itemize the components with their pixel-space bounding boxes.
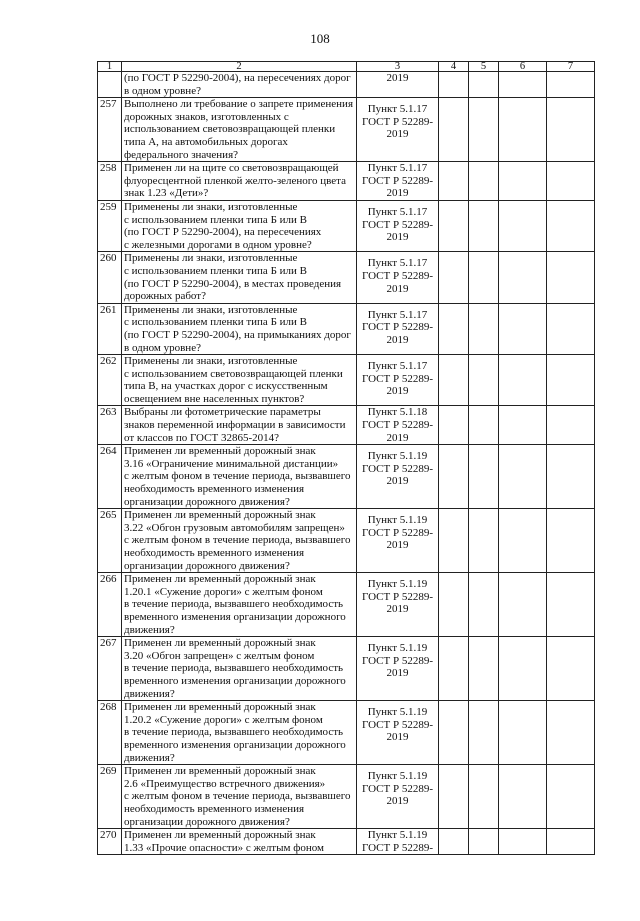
question-cell: [122, 701, 357, 765]
reference-text: [359, 72, 436, 85]
empty-cell-col-4: [439, 765, 469, 829]
empty-cell-col-6: [499, 252, 547, 303]
empty-cell-col-7: [547, 765, 595, 829]
table-row: [98, 303, 595, 354]
question-line: типа В, на участках дорог с искусственным: [124, 380, 328, 393]
empty-cell-col-4: [439, 701, 469, 765]
column-header: 4: [439, 62, 469, 72]
reference-line: ГОСТ Р 52289-: [361, 590, 433, 603]
question-line: флуоресцентной пленкой желто-зеленого цвета: [124, 174, 347, 187]
question-line: движения?: [124, 751, 175, 764]
question-line: Применены ли знаки, изготовленные: [124, 303, 298, 316]
empty-cell-col-4: [439, 406, 469, 445]
reference-line: 2019: [386, 731, 409, 744]
column-header: 7: [547, 62, 595, 72]
question-line: Выполнено ли требование о запрете применения: [124, 98, 354, 111]
reference-line: ГОСТ Р 52289-: [361, 218, 433, 231]
question-line: Выбраны ли фотометрические параметры: [124, 406, 321, 419]
question-line: в течение периода, вызвавшего необходимость: [124, 662, 344, 675]
empty-cell-col-5: [469, 829, 499, 855]
question-line: 1.33 «Прочие опасности» с желтым фоном: [124, 841, 324, 854]
question-line: знаков переменной информации в зависимости: [124, 419, 346, 432]
empty-cell-col-7: [547, 98, 595, 162]
table-row: [98, 637, 595, 701]
empty-cell-col-6: [499, 573, 547, 637]
table-row: [98, 701, 595, 765]
checklist-table: [97, 61, 595, 855]
reference-text: [359, 252, 436, 295]
question-line: Применен ли временный дорожный знак: [124, 765, 316, 778]
question-line: (по ГОСТ Р 52290-2004), на примыканиях дорог: [124, 328, 351, 341]
question-line: в течение периода, вызвавшего необходимость: [124, 598, 344, 611]
empty-cell-col-4: [439, 200, 469, 251]
question-line: знак 1.23 «Дети»?: [124, 187, 209, 200]
table-row: [98, 573, 595, 637]
empty-cell-col-6: [499, 355, 547, 406]
row-number: 264: [98, 445, 122, 509]
reference-line: 2019: [386, 795, 409, 808]
row-number: 263: [98, 406, 122, 445]
question-cell: [122, 406, 357, 445]
empty-cell-col-4: [439, 98, 469, 162]
empty-cell-col-6: [499, 765, 547, 829]
question-line: использованием световозвращающей пленки: [124, 123, 336, 136]
row-number: 270: [98, 829, 122, 855]
question-cell: [122, 98, 357, 162]
empty-cell-col-7: [547, 573, 595, 637]
question-cell: [122, 303, 357, 354]
question-line: движения?: [124, 687, 175, 700]
empty-cell-col-5: [469, 200, 499, 251]
row-number: 260: [98, 252, 122, 303]
empty-cell-col-6: [499, 98, 547, 162]
reference-cell: [357, 162, 439, 201]
reference-line: Пункт 5.1.19: [367, 829, 428, 842]
reference-line: Пункт 5.1.17: [367, 360, 428, 373]
reference-text: [359, 201, 436, 244]
table-row: [98, 200, 595, 251]
empty-cell-col-7: [547, 637, 595, 701]
question-line: с использованием пленки типа Б или В: [124, 213, 307, 226]
empty-cell-col-6: [499, 509, 547, 573]
empty-cell-col-7: [547, 162, 595, 201]
reference-line: 2019: [386, 282, 409, 295]
empty-cell-col-5: [469, 701, 499, 765]
question-line: дорожных работ?: [124, 290, 206, 303]
empty-cell-col-4: [439, 509, 469, 573]
reference-cell: [357, 406, 439, 445]
column-header: 1: [98, 62, 122, 72]
question-line: Применен ли временный дорожный знак: [124, 509, 316, 522]
empty-cell-col-6: [499, 200, 547, 251]
reference-text: [359, 637, 436, 680]
question-line: (по ГОСТ Р 52290-2004), на пересечениях дорог: [124, 72, 351, 84]
reference-cell: [357, 98, 439, 162]
reference-line: 2019: [386, 187, 409, 200]
empty-cell-col-5: [469, 637, 499, 701]
reference-line: 2019: [386, 539, 409, 552]
question-line: 2.6 «Преимущество встречного движения»: [124, 777, 326, 790]
question-line: Применены ли знаки, изготовленные: [124, 200, 298, 213]
question-line: с желтым фоном в течение периода, вызвавшего: [124, 470, 351, 483]
question-cell: [122, 252, 357, 303]
question-line: в одном уровне?: [124, 341, 201, 354]
empty-cell-col-4: [439, 355, 469, 406]
reference-line: Пункт 5.1.18: [367, 406, 428, 419]
page-number: 108: [310, 31, 330, 46]
table-row: [98, 509, 595, 573]
reference-cell: [357, 445, 439, 509]
table-row: [98, 252, 595, 303]
table-row: [98, 829, 595, 855]
empty-cell-col-5: [469, 355, 499, 406]
row-number: 266: [98, 573, 122, 637]
question-line: 3.20 «Обгон запрещен» с желтым фоном: [124, 649, 315, 662]
reference-line: 2019: [386, 603, 409, 616]
reference-line: 2019: [386, 231, 409, 244]
empty-cell-col-4: [439, 72, 469, 98]
empty-cell-col-4: [439, 637, 469, 701]
reference-text: [359, 829, 436, 854]
reference-line: ГОСТ Р 52289-: [361, 718, 433, 731]
reference-text: [359, 355, 436, 398]
empty-cell-col-4: [439, 252, 469, 303]
question-line: с желтым фоном в течение периода, вызвавшего: [124, 534, 351, 547]
empty-cell-col-6: [499, 829, 547, 855]
reference-text: [359, 162, 436, 200]
column-header: 2: [122, 62, 357, 72]
question-line: федерального значения?: [124, 148, 239, 161]
reference-line: ГОСТ Р 52289-: [361, 526, 433, 539]
question-line: 1.20.2 «Сужение дороги» с желтым фоном: [124, 713, 323, 726]
reference-line: 2019: [386, 333, 409, 346]
row-number: 267: [98, 637, 122, 701]
row-number: 259: [98, 200, 122, 251]
question-line: с использованием пленки типа Б или В: [124, 316, 307, 329]
question-cell: [122, 573, 357, 637]
question-cell: [122, 355, 357, 406]
question-cell: [122, 637, 357, 701]
question-line: в течение периода, вызвавшего необходимость: [124, 726, 344, 739]
question-line: Применен ли на щите со световозвращающей: [124, 162, 339, 175]
empty-cell-col-4: [439, 573, 469, 637]
question-line: организации дорожного движения?: [124, 559, 290, 572]
question-line: (по ГОСТ Р 52290-2004), в местах проведения: [124, 277, 342, 290]
row-number: 258: [98, 162, 122, 201]
question-line: Применены ли знаки, изготовленные: [124, 252, 298, 265]
empty-cell-col-7: [547, 252, 595, 303]
empty-cell-col-7: [547, 445, 595, 509]
row-number: 265: [98, 509, 122, 573]
question-cell: [122, 445, 357, 509]
question-cell: [122, 765, 357, 829]
table-row: [98, 72, 595, 98]
row-number: 268: [98, 701, 122, 765]
row-number: 269: [98, 765, 122, 829]
question-line: типа А, на автомобильных дорогах: [124, 135, 288, 148]
reference-cell: [357, 765, 439, 829]
reference-cell: [357, 252, 439, 303]
reference-line: Пункт 5.1.19: [367, 450, 428, 463]
question-line: необходимость временного изменения: [124, 803, 305, 816]
reference-text: [359, 701, 436, 744]
empty-cell-col-5: [469, 509, 499, 573]
question-line: с использованием световозвращающей пленки: [124, 367, 343, 380]
empty-cell-col-7: [547, 355, 595, 406]
question-line: организации дорожного движения?: [124, 495, 290, 508]
reference-text: [359, 304, 436, 347]
question-line: временного изменения организации дорожного: [124, 739, 346, 752]
question-line: Применен ли временный дорожный знак: [124, 829, 316, 842]
reference-line: Пункт 5.1.17: [367, 257, 428, 270]
question-line: временного изменения организации дорожного: [124, 675, 346, 688]
question-line: Применен ли временный дорожный знак: [124, 573, 316, 586]
reference-line: Пункт 5.1.19: [367, 642, 428, 655]
table-row: [98, 355, 595, 406]
empty-cell-col-6: [499, 637, 547, 701]
question-line: 1.20.1 «Сужение дороги» с желтым фоном: [124, 585, 323, 598]
empty-cell-col-6: [499, 445, 547, 509]
reference-text: [359, 509, 436, 552]
question-line: необходимость временного изменения: [124, 483, 305, 496]
reference-text: [359, 765, 436, 808]
reference-cell: [357, 573, 439, 637]
empty-cell-col-6: [499, 72, 547, 98]
empty-cell-col-6: [499, 303, 547, 354]
reference-line: ГОСТ Р 52289-: [361, 462, 433, 475]
reference-line: ГОСТ Р 52289-: [361, 419, 433, 432]
empty-cell-col-5: [469, 445, 499, 509]
question-line: с железными дорогами в одном уровне?: [124, 238, 312, 251]
question-line: с использованием пленки типа Б или В: [124, 264, 307, 277]
empty-cell-col-5: [469, 303, 499, 354]
column-header: 6: [499, 62, 547, 72]
question-cell: [122, 829, 357, 855]
empty-cell-col-5: [469, 573, 499, 637]
question-cell: [122, 72, 357, 98]
empty-cell-col-6: [499, 701, 547, 765]
question-line: Применен ли временный дорожный знак: [124, 637, 316, 650]
question-line: освещением вне населенных пунктов?: [124, 392, 305, 405]
reference-line: 2019: [386, 475, 409, 488]
question-line: необходимость временного изменения: [124, 547, 305, 560]
question-line: временного изменения организации дорожного: [124, 611, 346, 624]
row-number: 262: [98, 355, 122, 406]
question-cell: [122, 200, 357, 251]
reference-line: ГОСТ Р 52289-: [361, 115, 433, 128]
reference-line: ГОСТ Р 52289-: [361, 321, 433, 334]
empty-cell-col-4: [439, 445, 469, 509]
empty-cell-col-7: [547, 509, 595, 573]
question-line: Применен ли временный дорожный знак: [124, 701, 316, 714]
reference-line: ГОСТ Р 52289-: [361, 782, 433, 795]
empty-cell-col-4: [439, 162, 469, 201]
reference-line: Пункт 5.1.17: [367, 205, 428, 218]
reference-text: [359, 573, 436, 616]
reference-line: ГОСТ Р 52289-: [361, 654, 433, 667]
reference-line: ГОСТ Р 52289-: [361, 841, 433, 854]
empty-cell-col-5: [469, 252, 499, 303]
question-line: (по ГОСТ Р 52290-2004), на пересечениях: [124, 226, 322, 239]
question-line: от классов по ГОСТ 32865-2014?: [124, 431, 279, 444]
reference-cell: [357, 303, 439, 354]
row-number: 261: [98, 303, 122, 354]
reference-line: Пункт 5.1.19: [367, 770, 428, 783]
reference-line: ГОСТ Р 52289-: [361, 174, 433, 187]
reference-line: Пункт 5.1.17: [367, 103, 428, 116]
question-line: в одном уровне?: [124, 84, 201, 97]
reference-line: ГОСТ Р 52289-: [361, 372, 433, 385]
question-cell: [122, 162, 357, 201]
table-row: [98, 765, 595, 829]
reference-cell: [357, 509, 439, 573]
question-line: движения?: [124, 623, 175, 636]
table-row: [98, 98, 595, 162]
empty-cell-col-5: [469, 72, 499, 98]
reference-cell: [357, 701, 439, 765]
empty-cell-col-5: [469, 765, 499, 829]
row-number: [98, 72, 122, 98]
reference-text: [359, 445, 436, 488]
empty-cell-col-7: [547, 829, 595, 855]
reference-line: 2019: [386, 667, 409, 680]
table-body: [98, 62, 595, 855]
question-line: Применен ли временный дорожный знак: [124, 445, 316, 458]
empty-cell-col-5: [469, 98, 499, 162]
empty-cell-col-5: [469, 406, 499, 445]
reference-text: [359, 98, 436, 141]
reference-line: ГОСТ Р 52289-: [361, 269, 433, 282]
reference-line: Пункт 5.1.19: [367, 706, 428, 719]
reference-line: Пункт 5.1.19: [367, 514, 428, 527]
empty-cell-col-4: [439, 303, 469, 354]
question-line: 3.22 «Обгон грузовым автомобилям запрещен»: [124, 521, 345, 534]
reference-line: 2019: [386, 72, 409, 84]
empty-cell-col-7: [547, 303, 595, 354]
question-line: организации дорожного движения?: [124, 815, 290, 828]
empty-cell-col-7: [547, 406, 595, 445]
reference-line: Пункт 5.1.17: [367, 308, 428, 321]
reference-line: 2019: [386, 128, 409, 141]
question-line: с желтым фоном в течение периода, вызвавшего: [124, 790, 351, 803]
question-line: Применены ли знаки, изготовленные: [124, 355, 298, 368]
column-header: 5: [469, 62, 499, 72]
column-header: 3: [357, 62, 439, 72]
header-row: [98, 62, 595, 72]
reference-cell: [357, 355, 439, 406]
table-row: [98, 445, 595, 509]
empty-cell-col-6: [499, 406, 547, 445]
empty-cell-col-7: [547, 72, 595, 98]
question-line: 3.16 «Ограничение минимальной дистанции»: [124, 457, 339, 470]
table-row: [98, 162, 595, 201]
reference-cell: [357, 637, 439, 701]
reference-cell: [357, 829, 439, 855]
empty-cell-col-5: [469, 162, 499, 201]
empty-cell-col-6: [499, 162, 547, 201]
table-row: [98, 406, 595, 445]
reference-cell: [357, 200, 439, 251]
reference-line: Пункт 5.1.19: [367, 578, 428, 591]
empty-cell-col-7: [547, 701, 595, 765]
row-number: 257: [98, 98, 122, 162]
reference-text: [359, 406, 436, 444]
reference-line: 2019: [386, 385, 409, 398]
empty-cell-col-4: [439, 829, 469, 855]
reference-line: 2019: [386, 431, 409, 444]
reference-line: Пункт 5.1.17: [367, 162, 428, 175]
question-line: дорожных знаков, изготовленных с: [124, 110, 289, 123]
reference-cell: [357, 72, 439, 98]
empty-cell-col-7: [547, 200, 595, 251]
question-cell: [122, 509, 357, 573]
